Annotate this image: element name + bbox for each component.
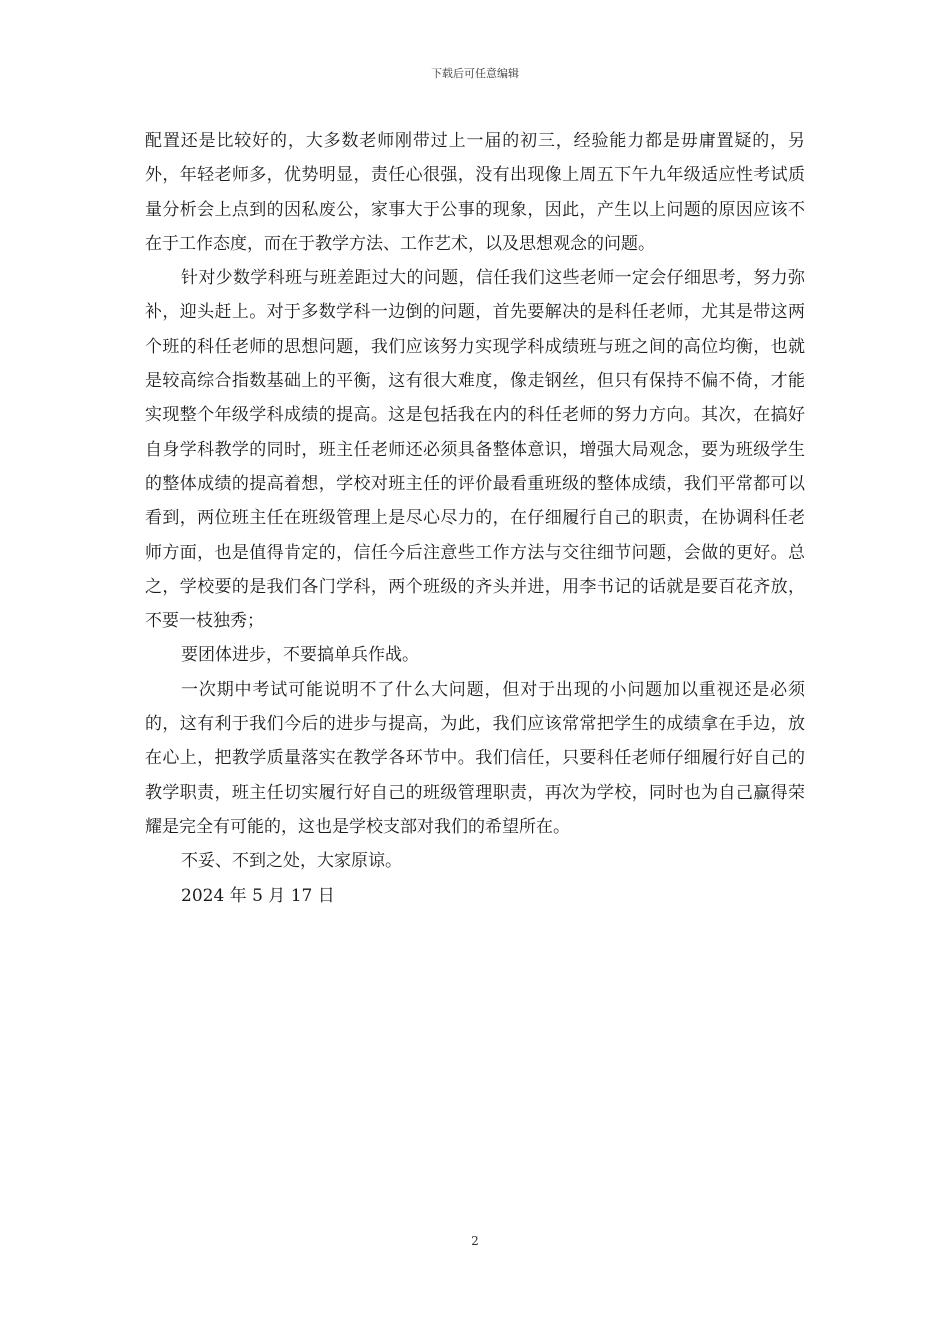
page-number: 2 [471,1234,479,1248]
paragraph-gap-analysis: 针对少数学科班与班差距过大的问题，信任我们这些老师一定会仔细思考，努力弥补，迎头赶上。对于多数学科一边倒的问题，首先要解决的是科任老师，尤其是带这两个班的科任老师的思想问题，我们应该努力实现学科成绩班与班之间的高位均衡，也就是较高综合指数基础上的平衡，这有很大难度，像走钢丝，但只有保持不偏不倚，才能实现整个年级学科成绩的提高。这是包括我在内的科任老师的努力方向。其次，在搞好自身学科教学的同时，班主任老师还必须具备整体意识，增强大局观念，要为班级学生的整体成绩的提高着想，学校对班主任的评价最看重班级的整体成绩，我们平常都可以看到，两位班主任在班级管理上是尽心尽力的，在仔细履行自己的职责，在协调科任老师方面，也是值得肯定的，信任今后注意些工作方法与交往细节问题，会做的更好。总之，学校要的是我们各门学科，两个班级的齐头并进，用李书记的话就是要百花齐放，不要一枝独秀； [145,268,805,632]
paragraph-conclusion: 一次期中考试可能说明不了什么大问题，但对于出现的小问题加以重视还是必须的，这有利于我们今后的进步与提高，为此，我们应该常常把学生的成绩拿在手边，放在心上，把教学质量落实在教学各环节中。我们信任，只要科任老师仔细履行好自己的教学职责，班主任切实履行好自己的班级管理职责，再次为学校，同时也为自己赢得荣耀是完全有可能的，这也是学校支部对我们的希望所在。 [145,679,805,837]
document-body [145,124,805,913]
page-header: 下载后可任意编辑 [431,67,519,80]
document-date: 2024 年 5 月 17 日 [181,885,335,906]
paragraph-apology: 不妥、不到之处，大家原谅。 [181,851,402,872]
paragraph-continuation: 配置还是比较好的，大多数老师刚带过上一届的初三，经验能力都是毋庸置疑的，另外，年轻老师多，优势明显，责任心很强，没有出现像上周五下午九年级适应性考试质量分析会上点到的因私废公，家事大于公事的现象，因此，产生以上问题的原因应该不在于工作态度，而在于教学方法、工作艺术，以及思想观念的问题。 [145,131,805,254]
paragraph-teamwork: 要团体进步，不要搞单兵作战。 [181,645,419,666]
